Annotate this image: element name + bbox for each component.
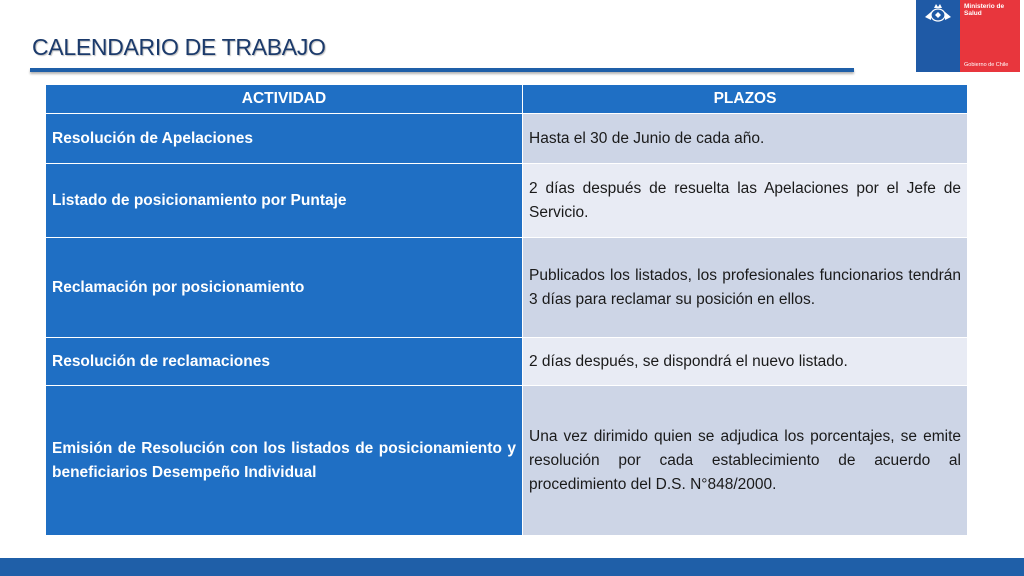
coat-of-arms-icon	[922, 3, 954, 25]
cell-plazo: Publicados los listados, los profesionales funcionarios tendrán 3 días para reclamar su posición en ellos.	[523, 238, 968, 338]
cell-plazo: Hasta el 30 de Junio de cada año.	[523, 114, 968, 164]
cell-plazo: 2 días después de resuelta las Apelaciones por el Jefe de Servicio.	[523, 164, 968, 238]
footer-bar	[0, 558, 1024, 576]
logo-government-text: Gobierno de Chile	[964, 62, 1009, 68]
table-row	[46, 164, 968, 238]
table-row	[46, 338, 968, 386]
cell-plazo: Una vez dirimido quien se adjudica los porcentajes, se emite resolución por cada establecimiento de acuerdo al procedimiento del D.S. N°848/2000.	[523, 386, 968, 536]
cell-actividad: Resolución de reclamaciones	[46, 338, 523, 386]
schedule-table	[45, 84, 968, 536]
table-header-row	[46, 85, 968, 114]
header-plazos: PLAZOS	[523, 85, 968, 114]
title-underline	[30, 68, 854, 72]
table-row	[46, 114, 968, 164]
logo-blue-band	[916, 0, 960, 72]
logo-ministry-text	[964, 3, 1004, 17]
logo-line-1: Ministerio de	[964, 3, 1005, 10]
table-row	[46, 238, 968, 338]
table-row	[46, 386, 968, 536]
government-logo	[916, 0, 1020, 72]
page-title: CALENDARIO DE TRABAJO	[32, 34, 326, 60]
cell-actividad: Listado de posicionamiento por Puntaje	[46, 164, 523, 238]
cell-actividad: Emisión de Resolución con los listados de posicionamiento y beneficiarios Desempeño Individual	[46, 386, 523, 536]
cell-actividad: Resolución de Apelaciones	[46, 114, 523, 164]
cell-actividad: Reclamación por posicionamiento	[46, 238, 523, 338]
cell-plazo: 2 días después, se dispondrá el nuevo listado.	[523, 338, 968, 386]
logo-line-2: Salud	[964, 10, 982, 17]
header-actividad: ACTIVIDAD	[46, 85, 523, 114]
